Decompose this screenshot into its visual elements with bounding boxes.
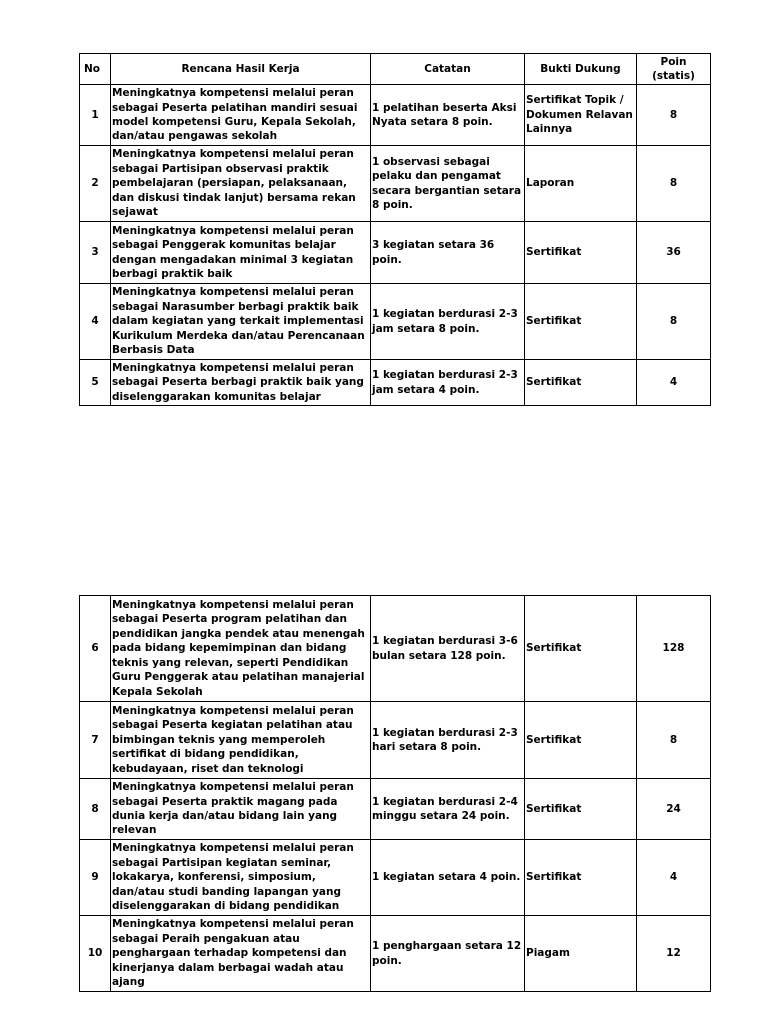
cell-poin: 128 bbox=[637, 596, 711, 702]
header-plan: Rencana Hasil Kerja bbox=[111, 54, 371, 85]
cell-no: 4 bbox=[80, 284, 111, 360]
cell-proof: Sertifikat bbox=[525, 222, 637, 284]
cell-poin: 24 bbox=[637, 779, 711, 840]
cell-plan: Meningkatnya kompetensi melalui peran sebagai Peserta pelatihan mandiri sesuai model kompetensi Guru, Kepala Sekolah, dan/atau pengawas sekolah bbox=[111, 85, 371, 146]
cell-plan: Meningkatnya kompetensi melalui peran sebagai Peserta kegiatan pelatihan atau bimbingan teknis yang memperoleh sertifikat di bidang pendidikan, kebudayaan, riset dan teknologi bbox=[111, 702, 371, 779]
table-row bbox=[80, 779, 711, 840]
cell-poin: 8 bbox=[637, 702, 711, 779]
cell-note: 1 observasi sebagai pelaku dan pengamat secara bergantian setara 8 poin. bbox=[371, 146, 525, 222]
cell-note: 3 kegiatan setara 36 poin. bbox=[371, 222, 525, 284]
cell-proof: Laporan bbox=[525, 146, 637, 222]
cell-no: 2 bbox=[80, 146, 111, 222]
cell-no: 1 bbox=[80, 85, 111, 146]
cell-note: 1 penghargaan setara 12 poin. bbox=[371, 916, 525, 992]
cell-note: 1 kegiatan berdurasi 2-3 jam setara 4 poin. bbox=[371, 360, 525, 406]
table-row bbox=[80, 916, 711, 992]
cell-proof: Sertifikat bbox=[525, 596, 637, 702]
table-row bbox=[80, 702, 711, 779]
table-row bbox=[80, 146, 711, 222]
cell-note: 1 kegiatan berdurasi 2-3 jam setara 8 poin. bbox=[371, 284, 525, 360]
cell-poin: 12 bbox=[637, 916, 711, 992]
activity-table-part-2 bbox=[79, 595, 711, 992]
cell-plan: Meningkatnya kompetensi melalui peran sebagai Peserta praktik magang pada dunia kerja dan/atau bidang lain yang relevan bbox=[111, 779, 371, 840]
header-no: No bbox=[80, 54, 111, 85]
table-row bbox=[80, 360, 711, 406]
cell-no: 8 bbox=[80, 779, 111, 840]
activity-table-part-1 bbox=[79, 53, 711, 406]
cell-poin: 36 bbox=[637, 222, 711, 284]
cell-no: 6 bbox=[80, 596, 111, 702]
cell-poin: 4 bbox=[637, 360, 711, 406]
cell-proof: Sertifikat bbox=[525, 779, 637, 840]
cell-plan: Meningkatnya kompetensi melalui peran sebagai Narasumber berbagi praktik baik dalam kegiatan yang terkait implementasi Kurikulum Merdeka dan/atau Perencanaan Berbasis Data bbox=[111, 284, 371, 360]
cell-no: 5 bbox=[80, 360, 111, 406]
table-row bbox=[80, 85, 711, 146]
cell-note: 1 kegiatan berdurasi 3-6 bulan setara 128 poin. bbox=[371, 596, 525, 702]
table-row bbox=[80, 222, 711, 284]
cell-proof: Piagam bbox=[525, 916, 637, 992]
cell-plan: Meningkatnya kompetensi melalui peran sebagai Peraih pengakuan atau penghargaan terhadap kompetensi dan kinerjanya dalam berbagai wadah atau ajang bbox=[111, 916, 371, 992]
cell-plan: Meningkatnya kompetensi melalui peran sebagai Partisipan observasi praktik pembelajaran (persiapan, pelaksanaan, dan diskusi tindak lanjut) bersama rekan sejawat bbox=[111, 146, 371, 222]
cell-note: 1 kegiatan berdurasi 2-3 hari setara 8 poin. bbox=[371, 702, 525, 779]
cell-proof: Sertifikat bbox=[525, 702, 637, 779]
header-poin-text: Poin (statis) bbox=[652, 56, 695, 82]
table-row bbox=[80, 284, 711, 360]
cell-plan: Meningkatnya kompetensi melalui peran sebagai Penggerak komunitas belajar dengan mengadakan minimal 3 kegiatan berbagi praktik baik bbox=[111, 222, 371, 284]
cell-plan: Meningkatnya kompetensi melalui peran sebagai Partisipan kegiatan seminar, lokakarya, konferensi, simposium, dan/atau studi banding lapangan yang diselenggarakan di bidang pendidikan bbox=[111, 840, 371, 916]
header-poin bbox=[637, 54, 711, 85]
cell-poin: 8 bbox=[637, 85, 711, 146]
cell-proof: Sertifikat bbox=[525, 284, 637, 360]
cell-no: 10 bbox=[80, 916, 111, 992]
table-row bbox=[80, 840, 711, 916]
cell-proof: Sertifikat bbox=[525, 840, 637, 916]
header-note: Catatan bbox=[371, 54, 525, 85]
cell-proof: Sertifikat Topik / Dokumen Relavan Lainnya bbox=[525, 85, 637, 146]
cell-note: 1 kegiatan setara 4 poin. bbox=[371, 840, 525, 916]
cell-poin: 4 bbox=[637, 840, 711, 916]
cell-poin: 8 bbox=[637, 284, 711, 360]
cell-no: 7 bbox=[80, 702, 111, 779]
cell-plan: Meningkatnya kompetensi melalui peran sebagai Peserta berbagi praktik baik yang diselenggarakan komunitas belajar bbox=[111, 360, 371, 406]
cell-proof: Sertifikat bbox=[525, 360, 637, 406]
header-proof: Bukti Dukung bbox=[525, 54, 637, 85]
table-header-row bbox=[80, 54, 711, 85]
cell-note: 1 pelatihan beserta Aksi Nyata setara 8 poin. bbox=[371, 85, 525, 146]
cell-note: 1 kegiatan berdurasi 2-4 minggu setara 24 poin. bbox=[371, 779, 525, 840]
cell-poin: 8 bbox=[637, 146, 711, 222]
table-row bbox=[80, 596, 711, 702]
cell-no: 3 bbox=[80, 222, 111, 284]
cell-plan: Meningkatnya kompetensi melalui peran sebagai Peserta program pelatihan dan pendidikan jangka pendek atau menengah pada bidang kepemimpinan dan bidang teknis yang relevan, seperti Pendidikan Guru Penggerak atau pelatihan manajerial Kepala Sekolah bbox=[111, 596, 371, 702]
cell-no: 9 bbox=[80, 840, 111, 916]
